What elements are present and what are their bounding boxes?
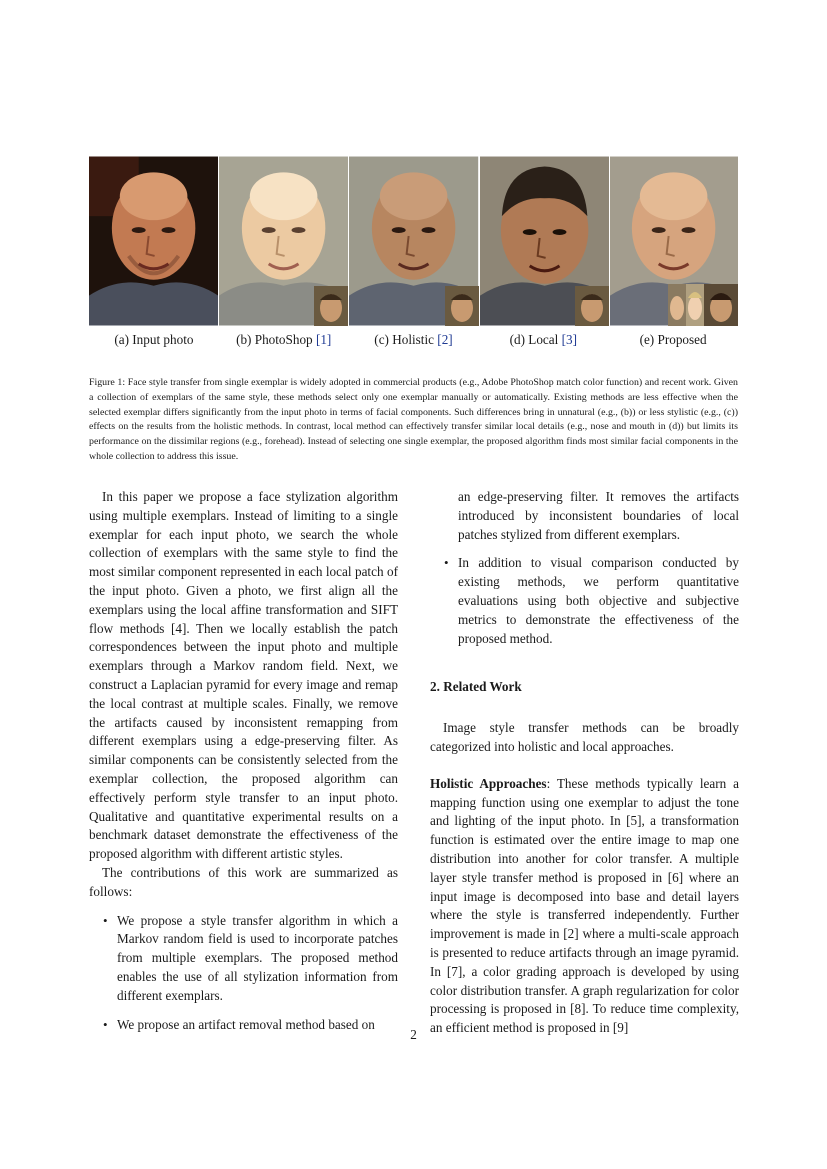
left-column bbox=[89, 488, 398, 1044]
section-heading: 2. Related Work bbox=[430, 679, 522, 695]
contributions-list-continued bbox=[430, 488, 739, 648]
list-item: an edge-preserving filter. It removes the artifacts introduced by inconsistent boundaries of local patches stylized from different exemplars. bbox=[458, 489, 739, 542]
bullet-icon: • bbox=[103, 1016, 108, 1032]
list-item: • In addition to visual comparison conducted by existing methods, we perform quantitative evaluations using both objective and subjective metrics to demonstrate the effectiveness of the proposed method. bbox=[444, 555, 739, 646]
panel-input-photo bbox=[89, 156, 219, 326]
right-column bbox=[430, 488, 739, 1038]
list-item: • We propose an artifact removal method based on bbox=[89, 1016, 398, 1035]
panel-photoshop bbox=[219, 156, 349, 326]
subcaption-d: (d) Local [3] bbox=[509, 332, 577, 347]
figure-1 bbox=[89, 156, 738, 348]
bullet-icon: • bbox=[103, 912, 108, 928]
holistic-label: Holistic Approaches bbox=[430, 775, 547, 791]
exemplar-thumbnail-d bbox=[575, 286, 609, 326]
citation-link[interactable]: [3] bbox=[561, 332, 577, 347]
citation-link[interactable]: [1] bbox=[315, 332, 332, 347]
subcaption-b: (b) PhotoShop [1] bbox=[236, 332, 332, 347]
figure-subcaptions bbox=[89, 332, 738, 348]
list-item: • We propose a style transfer algorithm in which a Markov random field is used to incorporate patches from multiple exemplars. The proposed method enables the use of all stylization information from different exemplars. bbox=[103, 912, 398, 1003]
panel-local bbox=[480, 156, 610, 326]
contributions-intro: The contributions of this work are summarized as follows: bbox=[89, 864, 398, 899]
subcaption-a: (a) Input photo bbox=[114, 332, 194, 347]
bullet-icon: • bbox=[444, 555, 449, 571]
contributions-list bbox=[89, 912, 398, 1035]
figure-panels bbox=[89, 156, 738, 326]
panel-proposed bbox=[610, 156, 738, 326]
intro-paragraph: In this paper we propose a face stylization algorithm using multiple exemplars. Instead of limiting to a single exemplar for each input photo, we search the whole collection of exemplars with the same style to find the most similar component represented in each local patch of the input photo. Given a photo, we first align all the exemplars using the local affine transformation and SIFT flow methods [4]. Then we locally establish the patch correspondences between the input photo and multiple exemplars through a Markov random field. Next, we construct a Laplacian pyramid for every image and remap the local contrast at multiple scales. Finally, we remove the artifacts caused by inconsistent remapping from different exemplars using a edge-preserving filter. As similar components can be consistently selected from the exemplar collection, the proposed algorithm can effectively perform style transfer to an input photo. Qualitative and quantitative experimental results on a benchmark dataset demonstrate the effectiveness of the proposed algorithm with different artistic styles. bbox=[89, 489, 398, 862]
figure-caption: Figure 1: Face style transfer from single exemplar is widely adopted in commercial products (e.g., Adobe PhotoShop match color function) and recent work. Given a collection of exemplars of the same style, these methods select only one exemplar manually or automatically. Existing methods are less effective when the selected exemplar differs significantly from the input photo in terms of facial components. Such differences bring in unnatural (e.g., (b)) or less stylistic (e.g., (c)) effects on the results from the holistic methods. In contrast, local method can effectively transfer similar local details (e.g., nose and mouth in (d)) but limits its performance on the dissimilar regions (e.g., forehead). Instead of selecting one single exemplar, the proposed algorithm finds most similar facial components in the whole collection to address this issue. bbox=[89, 377, 738, 462]
holistic-paragraph: Holistic Approaches: These methods typically learn a mapping function using one exemplar to adjust the tone and lighting of the input photo. In [5], a transformation function is estimated over the entire image to map one distribution into another for color transfer. A multiple layer style transfer method is proposed in [6] where an input image is decomposed into base and detail layers where the style is transferred independently. Further improvement is made in [2] where a multi-scale approach is presented to reduce artifacts through an image pyramid. In [7], a color grading approach is developed by using color distribution transfer. A graph regularization for color processing is proposed in [8]. To reduce time complexity, an efficient method is proposed in [9] bbox=[430, 775, 739, 1036]
subcaption-c: (c) Holistic [2] bbox=[374, 332, 453, 347]
exemplar-thumbnail-c bbox=[445, 286, 479, 326]
page-number: 2 bbox=[410, 1027, 417, 1042]
subcaption-e: (e) Proposed bbox=[639, 332, 707, 347]
panel-holistic bbox=[349, 156, 479, 326]
related-intro: Image style transfer methods can be broadly categorized into holistic and local approaches. bbox=[430, 720, 739, 754]
citation-link[interactable]: [2] bbox=[437, 332, 453, 347]
exemplar-thumbnail-b bbox=[314, 286, 348, 326]
exemplar-thumbnails-e bbox=[668, 284, 738, 326]
face-photo-a bbox=[89, 156, 218, 326]
